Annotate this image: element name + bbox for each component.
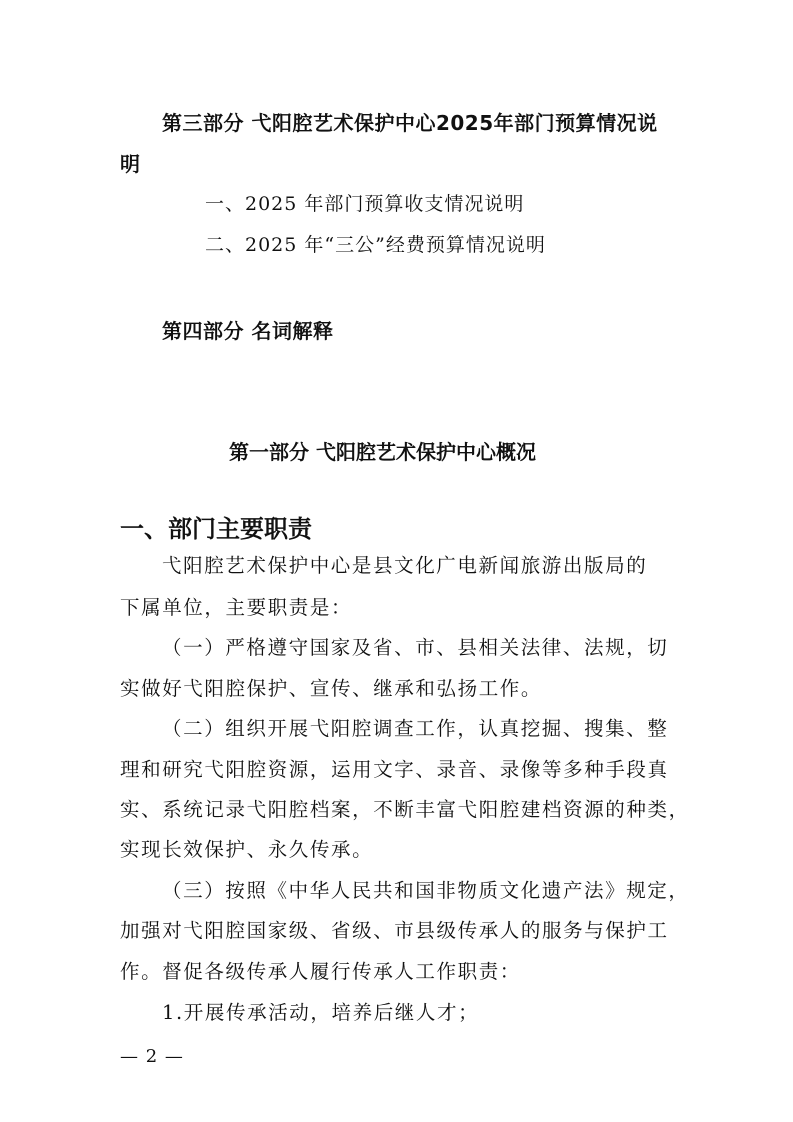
body-line: （三）按照《中华人民共和国非物质文化遗产法》规定， — [162, 879, 690, 902]
body-line: （一）严格遵守国家及省、市、县相关法律、法规，切 — [162, 636, 669, 659]
body-line: 理和研究弋阳腔资源，运用文字、录音、录像等多种手段真 — [120, 758, 669, 781]
toc-part3-item-1: 一、2025 年部门预算收支情况说明 — [205, 193, 525, 215]
body-line: 作。督促各级传承人履行传承人工作职责： — [120, 960, 521, 983]
body-line: 加强对弋阳腔国家级、省级、市县级传承人的服务与保护工 — [120, 919, 669, 942]
part1-title: 第一部分 弋阳腔艺术保护中心概况 — [229, 440, 536, 464]
toc-part3-title: 第三部分 弋阳腔艺术保护中心2025年部门预算情况说 — [162, 111, 658, 135]
body-line: 实做好弋阳腔保护、宣传、继承和弘扬工作。 — [120, 677, 543, 700]
toc-part3-title-continuation: 明 — [120, 152, 141, 176]
body-line: （二）组织开展弋阳腔调查工作，认真挖掘、搜集、整 — [162, 717, 669, 740]
toc-part3-item-2: 二、2025 年“三公”经费预算情况说明 — [205, 234, 546, 256]
toc-part4-title: 第四部分 名词解释 — [162, 319, 334, 343]
page-number: — 2 — — [120, 1046, 184, 1067]
body-line: 实、系统记录弋阳腔档案，不断丰富弋阳腔建档资源的种类， — [120, 798, 690, 821]
body-line: 下属单位，主要职责是： — [120, 596, 353, 619]
body-line: 弋阳腔艺术保护中心是县文化广电新闻旅游出版局的 — [162, 554, 648, 577]
section-heading-main-duties: 一、部门主要职责 — [120, 515, 312, 543]
body-line: 实现长效保护、永久传承。 — [120, 838, 374, 861]
body-line: 1.开展传承活动，培养后继人才； — [162, 1001, 480, 1024]
